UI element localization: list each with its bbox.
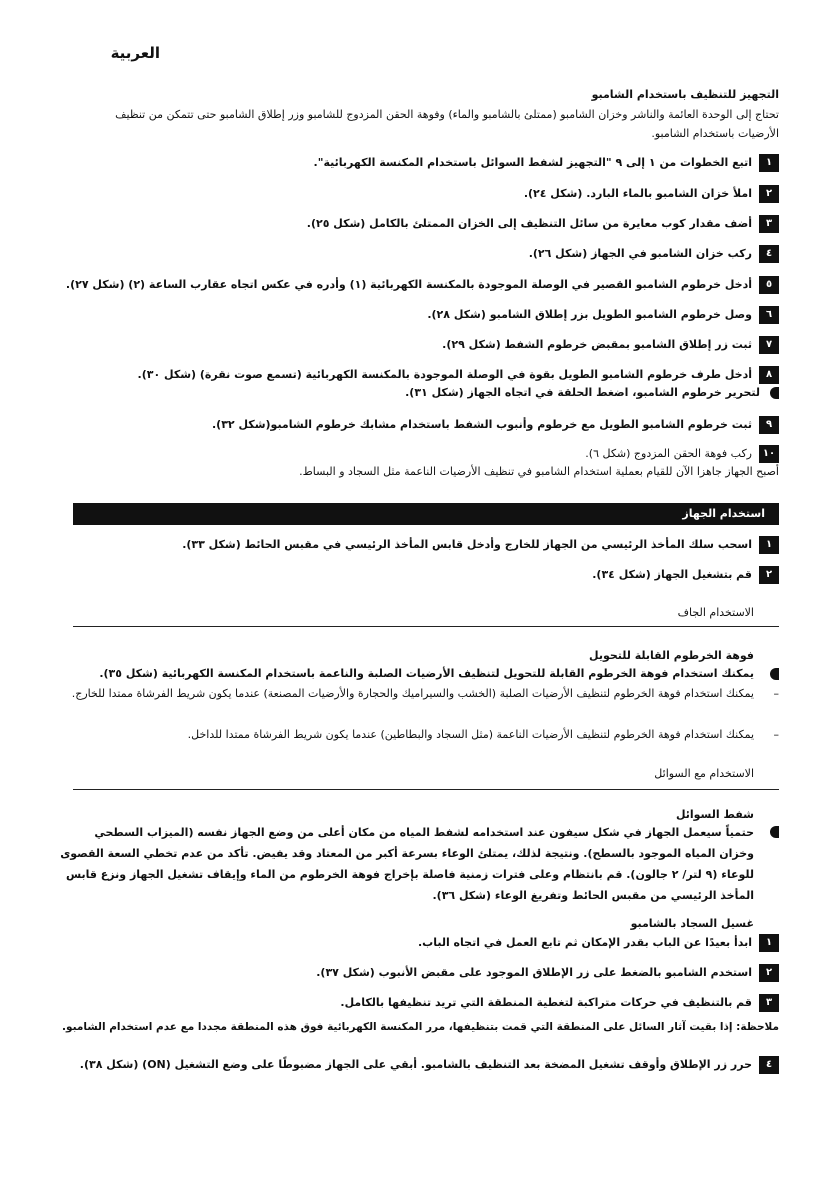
prep-intro: تحتاج إلى الوحدة العائمة والناشر وخزان الشامبو (ممتلئ بالشامبو والماء) وفوهة الحقن المزدوج للشامبو وزر إطلاق الشامبو حتى تتمكن من تنظيف الأرضيات باستخدام الشامبو.: [115, 108, 779, 140]
dry-heading: الاستخدام الجاف: [677, 606, 754, 619]
divider: [73, 626, 779, 627]
prep-step-9: [212, 416, 779, 434]
bullet-icon: [770, 826, 779, 838]
wet-note: ملاحظة: إذا بقيت آثار السائل على المنطقة التي قمت بتنظيفها، مرر المكنسة الكهربائية فوق هذه المنطقة مجددا مع عدم استخدام الشامبو.: [62, 1021, 779, 1033]
step-text: اسحب سلك المأخذ الرئيسي من الجهاز للخارج وأدخل قابس المأخذ الرئيسي في مقبس الحائط (شكل ٣٣).: [182, 538, 752, 551]
step-text: املأ خزان الشامبو بالماء البارد. (شكل ٢٤).: [523, 187, 752, 200]
dash-marker: –: [773, 687, 779, 700]
prep-step-4: [529, 245, 779, 263]
step-text: ركب فوهة الحقن المزدوج (شكل ٦).: [585, 447, 752, 460]
step-number: ٣: [759, 215, 779, 233]
dry-sub: فوهة الخرطوم القابلة للتحويل: [589, 649, 754, 662]
using-step-1: [182, 536, 779, 554]
prep-step-6: [427, 306, 779, 324]
bullet-icon: [770, 387, 779, 399]
step-number: ١: [759, 536, 779, 554]
step-text: اتبع الخطوات من ١ إلى ٩ "التجهيز لشفط السوائل باستخدام المكنسة الكهربائية".: [313, 156, 752, 169]
prep-step-7: [442, 336, 779, 354]
step-text: قم بتشغيل الجهاز (شكل ٣٤).: [592, 568, 752, 581]
prep-step-8: [138, 366, 779, 384]
step-number: ٣: [759, 994, 779, 1012]
dash-text: يمكنك استخدام فوهة الخرطوم لتنظيف الأرضيات الصلبة (الخشب والسيراميك والحجارة والأرضيات المصنعة) عندما يكون شريط الفرشاة ممتدا للخارج.: [71, 687, 754, 700]
step-text: أدخل خرطوم الشامبو القصير في الوصلة الموجودة بالمكنسة الكهربائية (١) وأدره في عكس اتجاه عقارب الساعة (٢) (شكل ٢٧).: [65, 278, 752, 291]
step-number: ١٠: [759, 445, 779, 463]
dash-marker: –: [773, 728, 779, 741]
wet-bullet: [59, 822, 779, 906]
wet-step-4: [80, 1056, 779, 1074]
step-text: وصل خرطوم الشامبو الطويل بزر إطلاق الشامبو (شكل ٢٨).: [427, 308, 752, 321]
dry-dash-1: [59, 684, 779, 704]
prep-step-10: [585, 445, 779, 463]
dash-text: يمكنك استخدام فوهة الخرطوم لتنظيف الأرضيات الناعمة (مثل السجاد والبطاطين) عندما يكون شريط الفرشاة ممتدا للداخل.: [187, 728, 754, 741]
step-number: ٢: [759, 964, 779, 982]
step-text: ثبت زر إطلاق الشامبو بمقبض خرطوم الشفط (شكل ٢٩).: [442, 338, 752, 351]
step-text: ركب خزان الشامبو في الجهاز (شكل ٢٦).: [528, 247, 752, 260]
step-number: ٧: [759, 336, 779, 354]
bullet-icon: [770, 668, 779, 680]
step-number: ١: [759, 154, 779, 172]
language-title: العربية: [110, 44, 160, 62]
step-number: ٩: [759, 416, 779, 434]
prep-step-8-note: [59, 384, 779, 402]
wet-sub-1: شفط السوائل: [675, 808, 754, 821]
step-text: قم بالتنظيف في حركات متراكبة لتغطية المنطقة التي تريد تنظيفها بالكامل.: [340, 996, 752, 1009]
section-bar-using: استخدام الجهاز: [73, 503, 779, 525]
wet-step-3: [340, 994, 779, 1012]
prep-step-2: [524, 185, 779, 203]
wet-sub-2: غسيل السجاد بالشامبو: [630, 917, 754, 930]
note-text: لتحرير خرطوم الشامبو، اضغط الحلقة في اتجاه الجهاز (شكل ٣١).: [405, 386, 760, 399]
bullet-text: حتمياً سيعمل الجهاز في شكل سيفون عند استخدامه لشفط المياه من مكان أعلى من وضع الجهاز نفسه (الميزاب السطحي وخزان المياه الموجود بالسطح). ونتيجة لذلك، يمتلئ الوعاء بسرعة أكبر من المعتاد وقد يفيض. تأكد من عدم تخطي السعة القصوى للوعاء (٩ لتر/ ٢ جالون). قم بانتظام وعلى فترات زمنية فاصلة بإخراج فوهة الخرطوم من الماء وإيقاف تشغيل الجهاز ونزع قابس المأخذ الرئيسي من مقبس الحائط وتفريغ الوعاء (شكل ٣٦).: [60, 826, 754, 902]
prep-step-1: [314, 154, 779, 172]
wet-heading: الاستخدام مع السوائل: [654, 767, 754, 780]
prep-step-5: [66, 276, 779, 294]
step-number: ١: [759, 934, 779, 952]
wet-step-1: [418, 934, 779, 952]
step-text: أضف مقدار كوب معايرة من سائل التنظيف إلى الخزان الممتلئ بالكامل (شكل ٢٥).: [306, 217, 752, 230]
step-number: ٢: [759, 566, 779, 584]
step-text: ثبت خرطوم الشامبو الطويل مع خرطوم وأنبوب الشفط باستخدام مشابك خرطوم الشامبو(شكل ٣٢).: [212, 418, 752, 431]
step-number: ٤: [759, 1056, 779, 1074]
using-step-2: [592, 566, 779, 584]
prep-ready: أصبح الجهاز جاهزا الآن للقيام بعملية استخدام الشامبو في تنظيف الأرضيات الناعمة مثل السجاد و البساط.: [299, 465, 779, 478]
divider: [73, 789, 779, 790]
step-text: أدخل طرف خرطوم الشامبو الطويل بقوة في الوصلة الموجودة بالمكنسة الكهربائية (تسمع صوت نقرة) (شكل ٣٠).: [137, 368, 752, 381]
wet-step-2: [316, 964, 779, 982]
step-text: استخدم الشامبو بالضغط على زر الإطلاق الموجود على مقبض الأنبوب (شكل ٣٧).: [316, 966, 752, 979]
dry-dash-2: [59, 725, 779, 745]
step-number: ٥: [759, 276, 779, 294]
step-text: ابدأ بعيدًا عن الباب بقدر الإمكان ثم تابع العمل في اتجاه الباب.: [417, 936, 752, 949]
prep-heading: التجهيز للتنظيف باستخدام الشامبو: [591, 88, 779, 101]
bullet-text: يمكنك استخدام فوهة الخرطوم القابلة للتحويل لتنظيف الأرضيات الصلبة والناعمة باستخدام المكنسة الكهربائية (شكل ٣٥).: [99, 667, 754, 680]
step-text: حرر زر الإطلاق وأوقف تشغيل المضخة بعد التنظيف بالشامبو. أبقي على الجهاز مضبوطًا على وضع التشغيل (ON) (شكل ٣٨).: [79, 1058, 752, 1071]
step-number: ٨: [759, 366, 779, 384]
step-number: ٤: [759, 245, 779, 263]
step-number: ٦: [759, 306, 779, 324]
dry-bullet: [59, 664, 779, 684]
prep-step-3: [307, 215, 779, 233]
step-number: ٢: [759, 185, 779, 203]
